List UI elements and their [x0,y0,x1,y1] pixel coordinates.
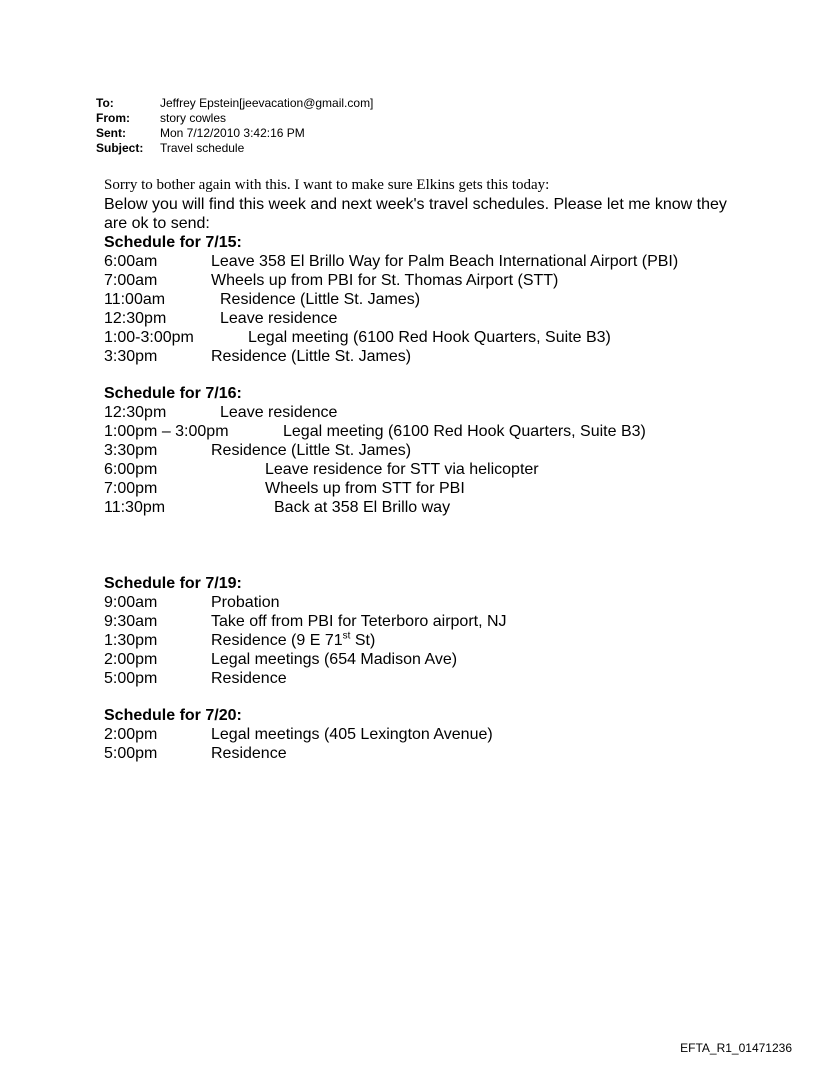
schedule-time: 2:00pm [104,651,158,668]
schedule-row [104,309,784,328]
schedule-row [104,725,784,744]
schedule-activity: Legal meetings (405 Lexington Avenue) [211,726,493,743]
schedule-activity: Legal meetings (654 Madison Ave) [211,651,458,668]
schedule-row [104,460,784,479]
sent-row [96,126,373,141]
section-spacer [104,688,784,706]
schedule-activity: Residence [211,745,287,762]
schedule-time: 6:00am [104,253,158,270]
ordinal-superscript: st [342,630,351,642]
schedule-time: 2:00pm [104,726,158,743]
subject-value: Travel schedule [160,141,245,155]
schedule-row [104,631,784,650]
schedule-time: 5:00pm [104,670,158,687]
from-row [96,111,373,126]
subject-label: Subject: [96,141,144,155]
schedule-time: 6:00pm [104,461,158,478]
subject-row [96,141,373,156]
schedule-time: 7:00am [104,272,158,289]
schedule-time: 3:30pm [104,442,158,459]
schedule-activity: Residence (Little St. James) [211,348,412,365]
schedule-activity: Residence (Little St. James) [220,291,421,308]
schedule-time: 12:30pm [104,310,167,327]
schedule-section-0719 [104,574,784,688]
schedule-row [104,593,784,612]
to-value: Jeffrey Epstein[jeevacation@gmail.com] [160,96,374,110]
schedule-activity: Back at 358 El Brillo way [274,499,451,516]
schedule-row [104,650,784,669]
schedule-time: 1:00-3:00pm [104,329,194,346]
schedule-section-0716 [104,384,784,517]
schedule-activity: Legal meeting (6100 Red Hook Quarters, Suite B3) [248,329,611,346]
schedule-activity: Legal meeting (6100 Red Hook Quarters, Suite B3) [283,423,646,440]
schedule-row [104,403,784,422]
schedule-time: 1:00pm – 3:00pm [104,423,229,440]
intro-paragraph: Below you will find this week and next week's travel schedules. Please let me know they are ok to send: [104,196,727,232]
sent-value: Mon 7/12/2010 3:42:16 PM [160,126,305,140]
from-label: From: [96,111,130,125]
schedule-activity: Wheels up from STT for PBI [265,480,465,497]
email-body [104,176,784,763]
email-header [96,96,373,156]
schedule-heading: Schedule for 7/15: [104,234,242,251]
schedule-row [104,422,784,441]
schedule-heading: Schedule for 7/16: [104,385,242,402]
from-value: story cowles [160,111,227,125]
schedule-row [104,252,784,271]
schedule-row [104,328,784,347]
document-id: EFTA_R1_01471236 [680,1041,792,1055]
schedule-activity: Leave 358 El Brillo Way for Palm Beach International Airport (PBI) [211,253,679,270]
schedule-section-0720 [104,706,784,763]
schedule-row [104,612,784,631]
schedule-activity: Take off from PBI for Teterboro airport, NJ [211,613,507,630]
schedule-activity: Residence (Little St. James) [211,442,412,459]
schedule-activity: Residence [211,670,287,687]
activity-text: Residence (9 E 71 [211,632,343,649]
to-label: To: [96,96,114,110]
schedule-section-0715 [104,233,784,366]
schedule-activity: Wheels up from PBI for St. Thomas Airport (STT) [211,272,559,289]
schedule-row [104,347,784,366]
schedule-activity: Leave residence for STT via helicopter [265,461,539,478]
schedule-activity: Probation [211,594,280,611]
schedule-time: 9:30am [104,613,158,630]
schedule-time: 5:00pm [104,745,158,762]
schedule-row [104,744,784,763]
schedule-activity: Leave residence [220,310,338,327]
schedule-time: 11:30pm [104,499,166,516]
schedule-row [104,498,784,517]
section-spacer [104,366,784,384]
schedule-row [104,669,784,688]
schedule-heading: Schedule for 7/19: [104,575,242,592]
schedule-time: 12:30pm [104,404,167,421]
schedule-row [104,271,784,290]
schedule-activity [211,631,375,650]
schedule-time: 1:30pm [104,632,158,649]
schedule-row [104,479,784,498]
schedule-heading: Schedule for 7/20: [104,707,242,724]
activity-text: St) [350,632,376,649]
schedule-time: 11:00am [104,291,166,308]
schedule-time: 9:00am [104,594,158,611]
schedule-time: 3:30pm [104,348,158,365]
schedule-activity: Leave residence [220,404,338,421]
sent-label: Sent: [96,126,126,140]
section-spacer [104,517,784,574]
intro-line: Sorry to bother again with this. I want to make sure Elkins gets this today: [104,177,550,193]
schedule-row [104,441,784,460]
schedule-time: 7:00pm [104,480,158,497]
to-row [96,96,373,111]
schedule-row [104,290,784,309]
